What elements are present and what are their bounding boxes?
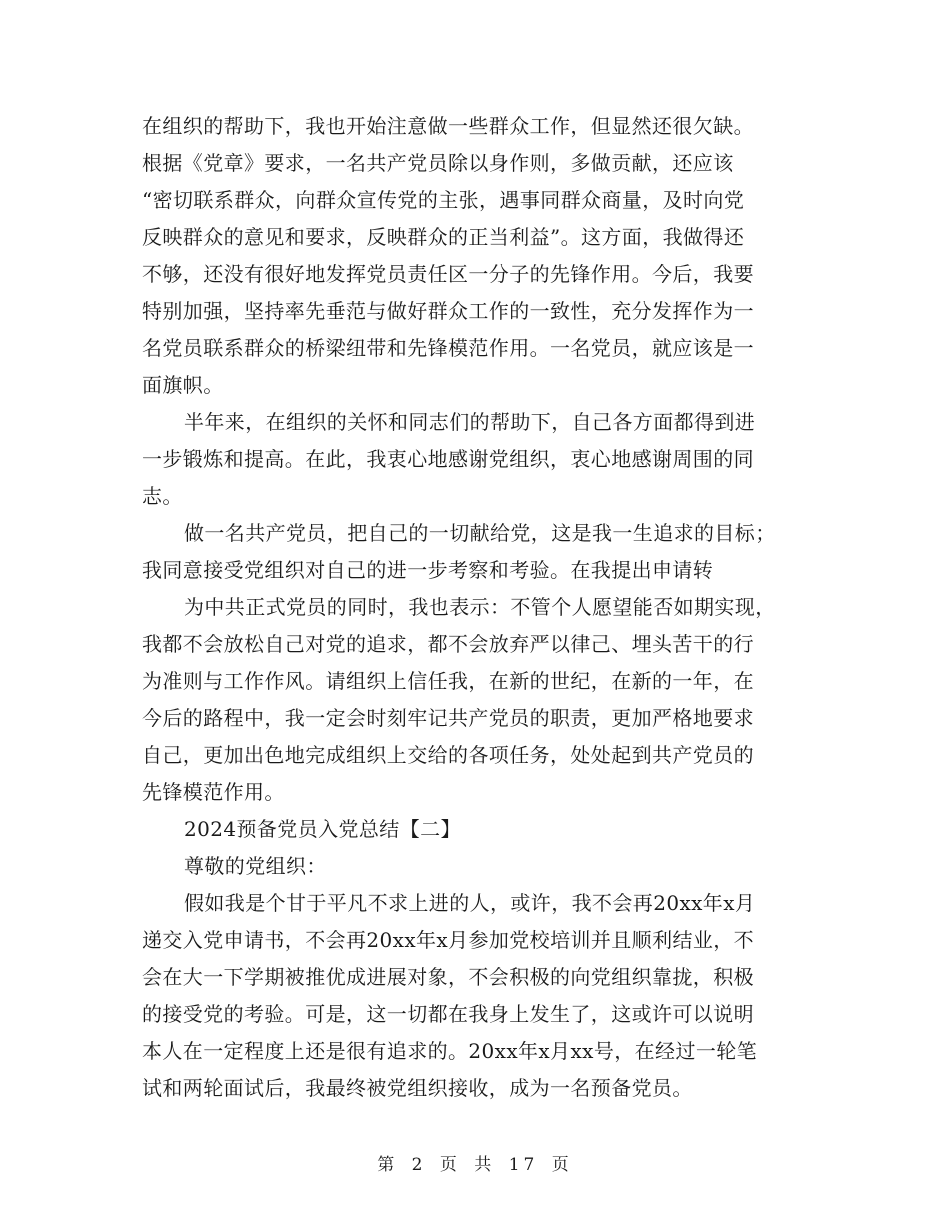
text-line: “密切联系群众，向群众宣传党的主张，遇事同群众商量，及时向党 bbox=[142, 188, 745, 212]
text-line: 志。 bbox=[142, 484, 183, 508]
text-line: 会在大一下学期被推优成进展对象，不会积极的向党组织靠拢，积极 bbox=[142, 965, 754, 989]
text-line: 反映群众的意见和要求，反映群众的正当利益”。这方面，我做得还 bbox=[142, 225, 745, 249]
text-line: 假如我是个甘于平凡不求上进的人，或许，我不会再20xx年x月 bbox=[184, 891, 756, 915]
text-line: 为准则与工作作风。请组织上信任我，在新的世纪，在新的一年，在 bbox=[142, 669, 754, 693]
footer-total-label: 共 bbox=[474, 1155, 496, 1175]
text-line: 的接受党的考验。可是，这一切都在我身上发生了，这或许可以说明 bbox=[142, 1002, 754, 1026]
text-line: 今后的路程中，我一定会时刻牢记共产党员的职责，更加严格地要求 bbox=[142, 706, 754, 730]
text-line: 半年来，在组织的关怀和同志们的帮助下，自己各方面都得到进 bbox=[184, 410, 756, 434]
page-footer bbox=[0, 1150, 950, 1175]
current-page-number: 2 bbox=[411, 1155, 427, 1175]
text-line: 不够，还没有很好地发挥党员责任区一分子的先锋作用。今后，我要 bbox=[142, 262, 754, 286]
text-line: 做一名共产党员，把自己的一切献给党，这是我一生追求的目标； bbox=[184, 521, 776, 545]
document-body bbox=[142, 108, 812, 1107]
text-line: 面旗帜。 bbox=[142, 373, 224, 397]
text-line: 先锋模范作用。 bbox=[142, 780, 285, 804]
section-heading: 2024预备党员入党总结【二】 bbox=[184, 817, 461, 841]
text-line: 我同意接受党组织对自己的进一步考察和考验。在我提出申请转 bbox=[142, 558, 714, 582]
salutation: 尊敬的党组织： bbox=[184, 854, 327, 878]
text-line: 为中共正式党员的同时，我也表示：不管个人愿望能否如期实现， bbox=[184, 595, 776, 619]
footer-page-unit: 页 bbox=[439, 1155, 461, 1175]
total-pages-number: 17 bbox=[508, 1155, 539, 1175]
text-line: 试和两轮面试后，我最终被党组织接收，成为一名预备党员。 bbox=[142, 1076, 693, 1100]
text-line: 自己，更加出色地完成组织上交给的各项任务，处处起到共产党员的 bbox=[142, 743, 754, 767]
footer-prefix: 第 bbox=[377, 1155, 399, 1175]
text-line: 在组织的帮助下，我也开始注意做一些群众工作，但显然还很欠缺。 bbox=[142, 114, 754, 138]
footer-page-unit-end: 页 bbox=[551, 1155, 573, 1175]
text-line: 名党员联系群众的桥梁纽带和先锋模范作用。一名党员，就应该是一 bbox=[142, 336, 754, 360]
text-line: 特别加强，坚持率先垂范与做好群众工作的一致性，充分发挥作为一 bbox=[142, 299, 754, 323]
text-line: 一步锻炼和提高。在此，我衷心地感谢党组织，衷心地感谢周围的同 bbox=[142, 447, 754, 471]
text-line: 根据《党章》要求，一名共产党员除以身作则，多做贡献，还应该 bbox=[142, 151, 734, 175]
text-line: 我都不会放松自己对党的追求，都不会放弃严以律己、埋头苦干的行 bbox=[142, 632, 754, 656]
text-line: 递交入党申请书，不会再20xx年x月参加党校培训并且顺利结业，不 bbox=[142, 928, 755, 952]
text-line: 本人在一定程度上还是很有追求的。20xx年x月xx号，在经过一轮笔 bbox=[142, 1039, 758, 1063]
